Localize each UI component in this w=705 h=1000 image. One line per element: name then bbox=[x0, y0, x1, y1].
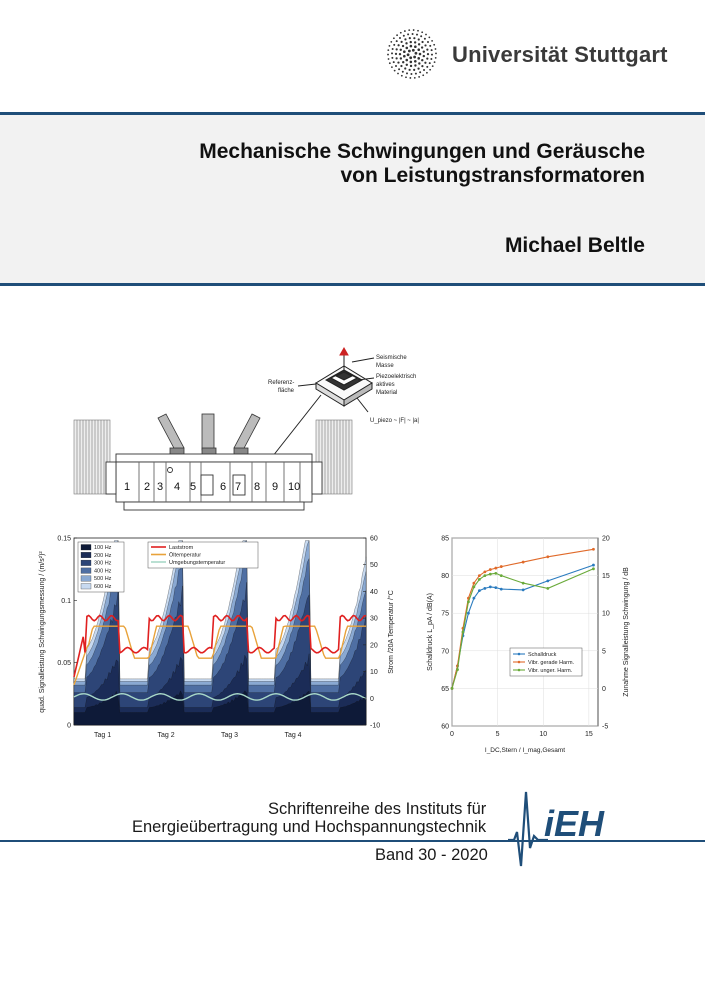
chart2-ytick-left: 60 bbox=[441, 723, 449, 731]
seal-dot bbox=[396, 34, 398, 36]
seal-dot bbox=[403, 55, 406, 58]
seal-dot bbox=[396, 57, 398, 59]
seal-dot bbox=[406, 72, 408, 74]
seal-dot bbox=[426, 48, 428, 50]
seal-dot bbox=[410, 61, 413, 64]
seal-dot bbox=[404, 67, 406, 69]
series-point bbox=[546, 555, 549, 558]
seal-dot bbox=[424, 62, 426, 64]
seal-dot bbox=[427, 53, 429, 55]
chart1-ytick-left: 0.05 bbox=[57, 660, 71, 668]
ieh-logo-text: iEH bbox=[544, 803, 605, 844]
compartment-number: 5 bbox=[190, 481, 197, 493]
seal-dot bbox=[387, 49, 389, 51]
seal-dot bbox=[420, 35, 422, 37]
label-piezo-3: Material bbox=[376, 390, 398, 396]
compartment-number: 7 bbox=[235, 481, 242, 493]
seal-dot bbox=[409, 69, 411, 71]
series-point bbox=[592, 564, 595, 567]
chart1-xtick: Tag 2 bbox=[157, 732, 175, 739]
seal-dot bbox=[413, 29, 415, 31]
seal-dot bbox=[417, 57, 420, 60]
seal-dot bbox=[392, 48, 394, 50]
series-point bbox=[500, 574, 503, 577]
series-point bbox=[522, 588, 525, 591]
chart1-legend-lines bbox=[148, 542, 258, 568]
chart1-xtick: Tag 1 bbox=[94, 732, 112, 739]
seal-dot bbox=[429, 69, 431, 71]
seal-dot bbox=[409, 56, 412, 59]
seal-dot bbox=[414, 45, 417, 48]
series-point bbox=[467, 601, 470, 604]
seal-dot bbox=[423, 50, 425, 52]
label-piezo-2: aktives bbox=[376, 382, 395, 388]
legend-label: 500 Hz bbox=[94, 576, 112, 583]
seal-dot bbox=[404, 38, 406, 40]
label-seismic-mass-1: Seismische bbox=[376, 355, 407, 361]
series-point bbox=[483, 570, 486, 573]
seal-dot bbox=[425, 34, 427, 36]
seal-dot bbox=[391, 66, 393, 68]
chart2-ytick-right: 0 bbox=[602, 685, 606, 693]
seal-dot bbox=[417, 48, 420, 51]
seal-dot bbox=[400, 57, 402, 59]
chart2-legend bbox=[510, 648, 582, 676]
seal-dot bbox=[423, 55, 425, 57]
seal-dot bbox=[400, 65, 402, 67]
seal-dot bbox=[393, 37, 395, 39]
seal-dot bbox=[390, 41, 392, 43]
seal-dot bbox=[413, 37, 415, 39]
legend-label: Laststrom bbox=[169, 545, 194, 551]
series-point bbox=[546, 587, 549, 590]
vibration-signal-chart bbox=[36, 530, 416, 775]
chart1-ytick-right: 40 bbox=[370, 588, 378, 596]
chart1-xtick: Tag 3 bbox=[220, 732, 239, 739]
seal-dot bbox=[405, 59, 408, 62]
seal-dot bbox=[414, 41, 416, 43]
chart2-ytick-left: 80 bbox=[441, 573, 449, 581]
chart2-ytick-left: 65 bbox=[441, 685, 449, 693]
seal-dot bbox=[410, 73, 412, 75]
series-point bbox=[473, 597, 476, 600]
seal-dot bbox=[399, 53, 401, 55]
title-band bbox=[0, 112, 705, 286]
seal-dot bbox=[395, 65, 397, 67]
legend-marker bbox=[518, 669, 521, 672]
compartment-number: 4 bbox=[174, 481, 181, 493]
seal-dot bbox=[413, 69, 415, 71]
seal-dot bbox=[405, 76, 407, 78]
series-point bbox=[478, 589, 481, 592]
seal-dot bbox=[403, 50, 406, 53]
series-point bbox=[483, 574, 486, 577]
legend-swatch bbox=[81, 545, 91, 551]
series-point bbox=[500, 588, 503, 591]
chart2-xtick: 0 bbox=[450, 731, 454, 738]
chart1-ytick-right: 0 bbox=[370, 695, 374, 703]
compartment-number: 3 bbox=[157, 481, 164, 493]
legend-swatch bbox=[81, 584, 91, 590]
seal-dot bbox=[418, 62, 420, 64]
chart1-ytick-left: 0.15 bbox=[57, 535, 71, 543]
chart2-ytick-right: 15 bbox=[602, 573, 610, 581]
seal-dot bbox=[429, 45, 431, 47]
seal-dot bbox=[404, 30, 406, 32]
series-point bbox=[478, 578, 481, 581]
legend-label: Öltemperatur bbox=[169, 552, 202, 559]
volume-number: Band 30 - 2020 bbox=[375, 846, 488, 864]
label-reference-1: Referenz- bbox=[268, 380, 295, 386]
legend-label: 300 Hz bbox=[94, 560, 112, 567]
series-point bbox=[451, 687, 454, 690]
chart1-ylabel-right: Strom /20A Temperatur /°C bbox=[388, 590, 395, 674]
chart2-ytick-right: -5 bbox=[602, 723, 609, 731]
seal-dot bbox=[388, 58, 390, 60]
seal-dot bbox=[405, 47, 408, 50]
series-point bbox=[473, 582, 476, 585]
chart1-ytick-right: 60 bbox=[370, 535, 378, 543]
series-point bbox=[546, 579, 549, 582]
compartment-number: 1 bbox=[124, 481, 131, 493]
seal-dot bbox=[402, 61, 404, 63]
seal-dot bbox=[391, 57, 393, 59]
seal-dot bbox=[410, 45, 413, 48]
chart2-ytick-right: 20 bbox=[602, 535, 610, 543]
seal-dot bbox=[389, 62, 391, 64]
seal-dot bbox=[387, 54, 389, 56]
seal-dot bbox=[418, 38, 420, 40]
series-point bbox=[522, 561, 525, 564]
legend-swatch bbox=[81, 576, 91, 582]
series-point bbox=[478, 574, 481, 577]
seal-dot bbox=[431, 40, 433, 42]
chart2-ytick-right: 5 bbox=[602, 648, 606, 656]
legend-label: 200 Hz bbox=[94, 552, 112, 559]
seal-dot bbox=[426, 58, 428, 60]
legend-marker bbox=[518, 661, 521, 664]
label-formula: U_piezo ~ |F| ~ |a| bbox=[370, 418, 419, 424]
seal-dot bbox=[415, 52, 418, 55]
seal-dot bbox=[408, 50, 411, 53]
series-title-line2: Energieübertragung und Hochspannungstechnik bbox=[132, 818, 487, 836]
compartment-number: 8 bbox=[254, 481, 261, 493]
seal-dot bbox=[435, 48, 437, 50]
label-piezo-1: Piezoelektrisch bbox=[376, 374, 417, 380]
series-point bbox=[494, 586, 497, 589]
chart1-ytick-right: 10 bbox=[370, 669, 378, 677]
series-point bbox=[489, 573, 492, 576]
chart2-ytick-left: 70 bbox=[441, 648, 449, 656]
transformer-sensor-illustration bbox=[66, 340, 466, 520]
seal-dot bbox=[415, 73, 417, 75]
seal-dot bbox=[414, 64, 416, 66]
seal-dot bbox=[413, 56, 416, 59]
seal-dot bbox=[419, 53, 422, 56]
series-point bbox=[456, 668, 459, 671]
seal-dot bbox=[391, 52, 393, 54]
seal-dot bbox=[393, 44, 395, 46]
seal-dot bbox=[421, 59, 423, 61]
sound-pressure-chart bbox=[420, 530, 635, 775]
seal-dot bbox=[409, 37, 411, 39]
legend-swatch bbox=[81, 560, 91, 566]
chart2-xlabel: I_DC,Stern / I_mag,Gesamt bbox=[484, 747, 566, 754]
ieh-logo-pulse bbox=[508, 792, 548, 866]
chart2-ytick-right: 10 bbox=[602, 610, 610, 618]
book-author: Michael Beltle bbox=[504, 234, 645, 257]
university-seal-logo bbox=[384, 26, 440, 82]
legend-label: 100 Hz bbox=[94, 545, 112, 551]
series-point bbox=[592, 548, 595, 551]
seal-dot bbox=[394, 70, 396, 72]
chart2-xtick: 10 bbox=[539, 731, 548, 738]
legend-marker bbox=[518, 653, 521, 656]
legend-swatch bbox=[81, 552, 91, 558]
university-name: Universität Stuttgart bbox=[452, 42, 668, 67]
seal-dot bbox=[426, 72, 428, 74]
series-point bbox=[494, 567, 497, 570]
series-point bbox=[489, 585, 492, 588]
seal-dot bbox=[424, 44, 426, 46]
legend-label: Vibr. unger. Harm. bbox=[528, 668, 573, 674]
seal-dot bbox=[406, 64, 408, 66]
legend-label: Vibr. gerade Harm. bbox=[528, 660, 575, 666]
seal-dot bbox=[405, 42, 407, 44]
chart1-ytick-right: 30 bbox=[370, 615, 378, 623]
seal-dot bbox=[421, 46, 423, 48]
legend-label: Umgebungstemperatur bbox=[169, 560, 226, 566]
seal-dot bbox=[408, 29, 410, 31]
chart1-ytick-right: 50 bbox=[370, 562, 378, 570]
seal-dot bbox=[407, 33, 409, 35]
seal-dot bbox=[410, 65, 412, 67]
seal-dot bbox=[421, 31, 423, 33]
chart1-legend-frequencies bbox=[78, 542, 124, 592]
series-point bbox=[592, 567, 595, 570]
seal-dot bbox=[434, 61, 436, 63]
chart2-xtick: 5 bbox=[495, 731, 500, 738]
seal-dot bbox=[400, 49, 402, 51]
chart1-ytick-right: 20 bbox=[370, 642, 378, 650]
seal-dot bbox=[412, 49, 415, 52]
seal-dot bbox=[393, 61, 395, 63]
seal-dot bbox=[412, 33, 414, 35]
seal-dot bbox=[401, 41, 403, 43]
seal-dot bbox=[407, 53, 410, 56]
seal-dot bbox=[397, 44, 399, 46]
seal-dot bbox=[418, 43, 420, 45]
seal-dot bbox=[432, 65, 434, 67]
book-title-line1: Mechanische Schwingungen und Geräusche bbox=[199, 140, 645, 163]
series-point bbox=[462, 631, 465, 634]
seal-dot bbox=[423, 69, 425, 71]
seal-dot bbox=[397, 73, 399, 75]
chart1-xtick: Tag 4 bbox=[284, 732, 302, 739]
series-title-line1: Schriftenreihe des Instituts für bbox=[268, 800, 487, 818]
chart1-ytick-left: 0.1 bbox=[61, 597, 71, 605]
series-point bbox=[489, 568, 492, 571]
chart1-ytick-right: -10 bbox=[370, 722, 381, 730]
seal-dot bbox=[397, 61, 399, 63]
chart2-ytick-left: 85 bbox=[441, 535, 449, 543]
bushings bbox=[158, 414, 260, 456]
seal-dot bbox=[389, 45, 391, 47]
seal-dot bbox=[396, 48, 398, 50]
seal-dot bbox=[414, 77, 416, 79]
series-point bbox=[500, 565, 503, 568]
seal-dot bbox=[421, 41, 423, 43]
seal-dot bbox=[398, 68, 400, 70]
seal-dot bbox=[426, 66, 428, 68]
seal-dot bbox=[396, 40, 398, 42]
chart1-ylabel-left: quad. Signalleistung Schwingungsmessung / (m/s²)² bbox=[39, 551, 46, 713]
seal-dot bbox=[427, 41, 429, 43]
seal-dot bbox=[402, 71, 404, 73]
chart2-plot-frame bbox=[452, 538, 598, 726]
seal-dot bbox=[401, 75, 403, 77]
chart1-ytick-left: 0 bbox=[67, 722, 71, 730]
seal-dot bbox=[419, 71, 421, 73]
compartment-number: 6 bbox=[220, 481, 227, 493]
seal-dot bbox=[418, 76, 420, 78]
chart2-ytick-left: 75 bbox=[441, 610, 449, 618]
chart2-ylabel-left: Schalldruck L_pA / dB(A) bbox=[427, 593, 434, 671]
series-point bbox=[467, 612, 470, 615]
seal-dot bbox=[431, 49, 433, 51]
radiator-left bbox=[74, 420, 110, 494]
seal-dot bbox=[429, 62, 431, 64]
legend-label: Schalldruck bbox=[528, 652, 557, 658]
legend-label: 400 Hz bbox=[94, 568, 112, 575]
compartment-number: 9 bbox=[272, 481, 279, 493]
seal-dot bbox=[424, 38, 426, 40]
seal-dot bbox=[435, 57, 437, 59]
seal-dot bbox=[410, 41, 412, 43]
seal-dot bbox=[400, 32, 402, 34]
seal-dot bbox=[421, 65, 423, 67]
seal-dot bbox=[402, 45, 404, 47]
series-point bbox=[494, 572, 497, 575]
seal-dot bbox=[409, 77, 411, 79]
ieh-institute-logo bbox=[508, 788, 658, 870]
seal-dot bbox=[403, 35, 405, 37]
series-point bbox=[522, 582, 525, 585]
book-title-line2: von Leistungstransformatoren bbox=[340, 164, 645, 187]
seal-dot bbox=[430, 58, 432, 60]
seal-dot bbox=[422, 74, 424, 76]
seal-dot bbox=[435, 53, 437, 55]
label-seismic-mass-2: Masse bbox=[376, 363, 394, 369]
series-point bbox=[473, 585, 476, 588]
compartment-number: 10 bbox=[288, 481, 301, 493]
seal-dot bbox=[399, 37, 401, 39]
chart2-ylabel-right: Zunahme Signalleistung Schwingung / dB bbox=[623, 567, 630, 697]
seal-dot bbox=[417, 30, 419, 32]
legend-swatch bbox=[81, 568, 91, 574]
seal-dot bbox=[395, 53, 397, 55]
chart2-xtick: 15 bbox=[584, 731, 593, 738]
seal-dot bbox=[414, 60, 417, 63]
seal-dot bbox=[416, 34, 418, 36]
label-reference-2: fläche bbox=[278, 388, 295, 394]
legend-label: 600 Hz bbox=[94, 584, 112, 590]
series-point bbox=[483, 587, 486, 590]
seal-dot bbox=[431, 54, 433, 56]
seal-dot bbox=[417, 67, 419, 69]
seal-dot bbox=[428, 37, 430, 39]
seal-dot bbox=[433, 44, 435, 46]
compartment-number: 2 bbox=[144, 481, 151, 493]
